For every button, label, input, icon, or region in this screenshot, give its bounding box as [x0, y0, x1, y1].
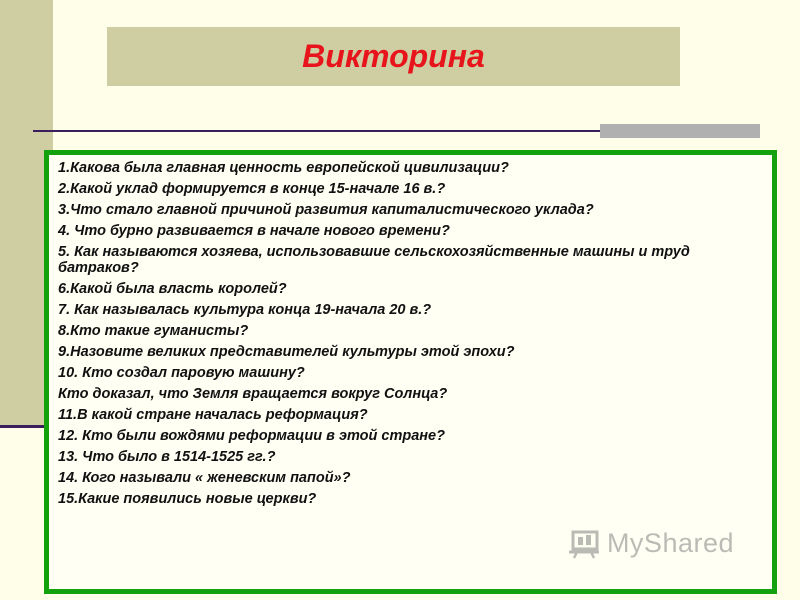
question-item: 13. Что было в 1514-1525 гг.?: [58, 449, 276, 465]
question-item: 15.Какие появились новые церкви?: [58, 491, 317, 507]
question-item: 8.Кто такие гуманисты?: [58, 323, 249, 339]
question-list: [49, 155, 772, 507]
question-item: 2.Какой уклад формируется в конце 15-начале 16 в.?: [58, 181, 446, 197]
question-item: 10. Кто создал паровую машину?: [58, 365, 305, 381]
question-item: 5. Как называются хозяева, использовавшие сельскохозяйственные машины и труд батраков?: [58, 244, 690, 276]
myshared-logo-icon: [567, 529, 601, 559]
questions-frame: [44, 150, 777, 594]
watermark: [567, 528, 734, 559]
question-item: 12. Кто были вождями реформации в этой стране?: [58, 428, 445, 444]
watermark-text: MyShared: [606, 528, 734, 558]
question-item: 1.Какова была главная ценность европейской цивилизации?: [58, 160, 509, 176]
question-item: 14. Кого называли « женевским папой»?: [58, 470, 351, 486]
question-item: 11.В какой стране началась реформация?: [58, 407, 368, 423]
slide-title: Викторина: [302, 38, 485, 74]
question-item: 6.Какой была власть королей?: [58, 281, 287, 297]
rule-accent-block: [600, 124, 760, 138]
question-item: 9.Назовите великих представителей культуры этой эпохи?: [58, 344, 515, 360]
question-item: Кто доказал, что Земля вращается вокруг Солнца?: [58, 386, 448, 402]
title-panel: [107, 27, 680, 86]
question-item: 4. Что бурно развивается в начале нового времени?: [58, 223, 450, 239]
question-item: 3.Что стало главной причиной развития капиталистического уклада?: [58, 202, 594, 218]
question-item: 7. Как называлась культура конца 19-начала 20 в.?: [58, 302, 432, 318]
